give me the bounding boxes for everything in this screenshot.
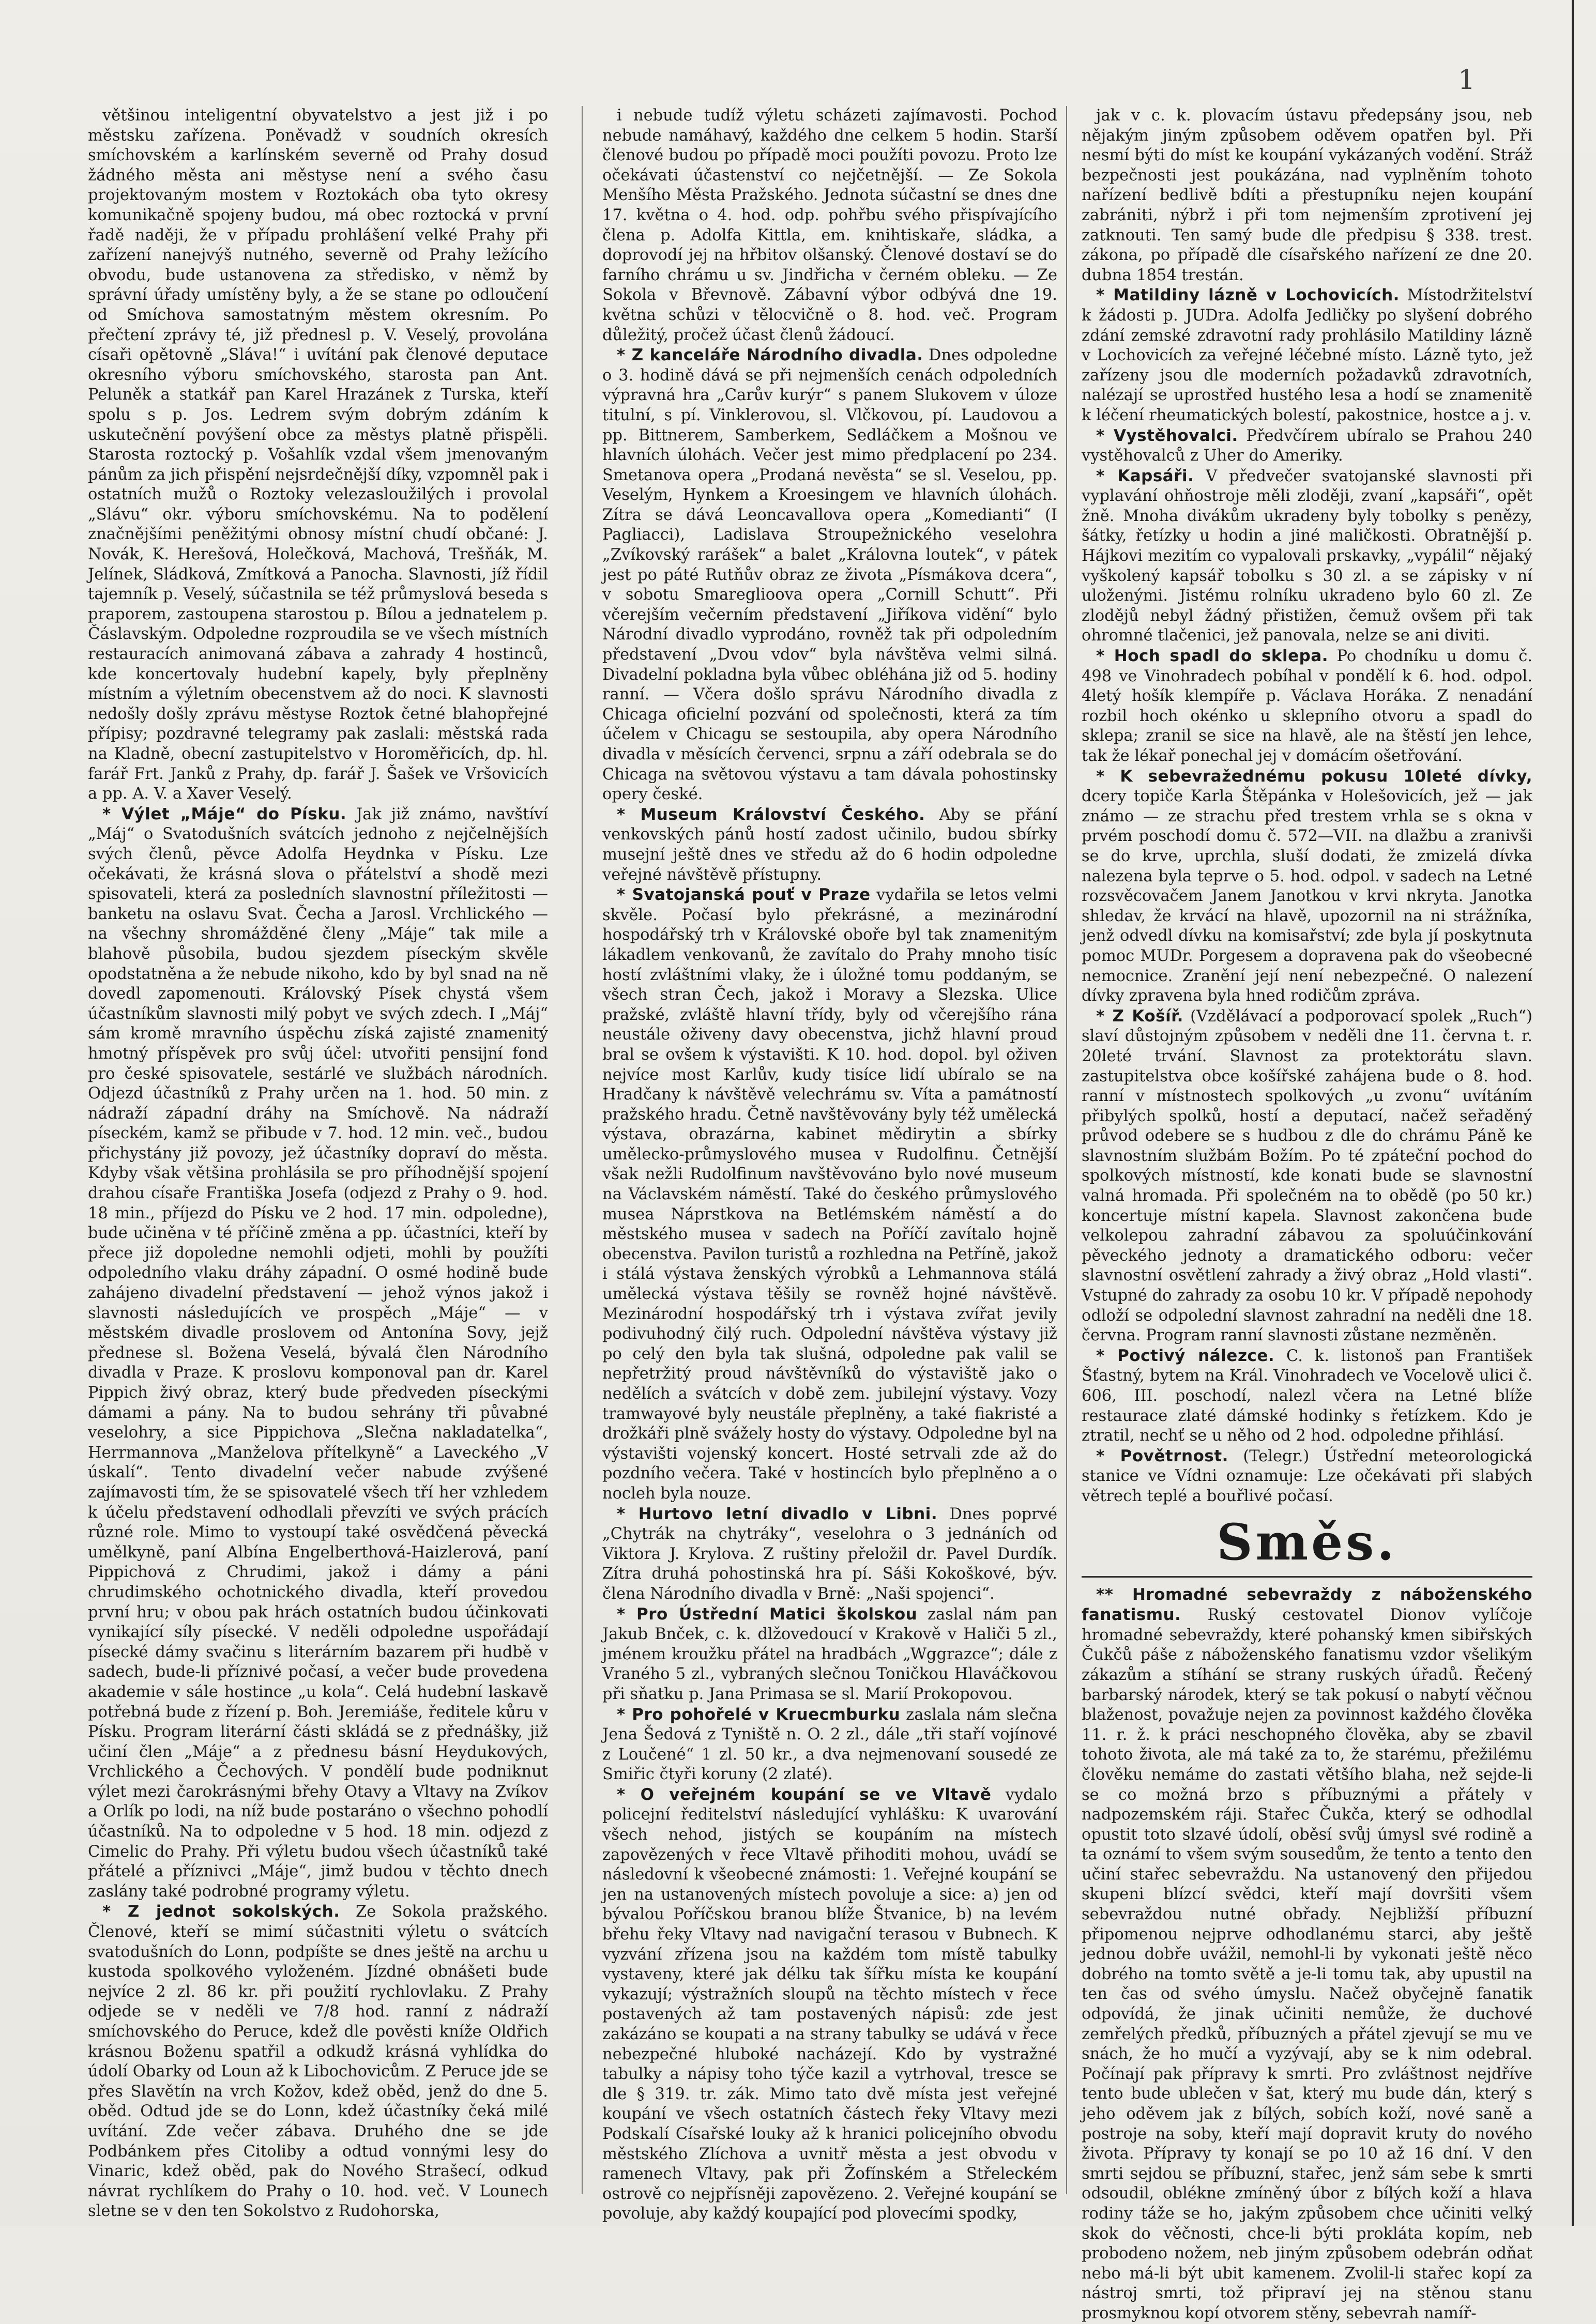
article-text: zaslal nám pan Jakub Bnček, c. k. dlžovedoucí v Krakově v Haliči 5 zl., jménem kroužku přátel na hradbách „Wggrazce“; dále z Vraného 5 zl., vybraných slečnou Toničkou Hlaváčkovou při sňatku p. Jana Primasa se sl. Marií Prokopovou. [602,1605,1057,1703]
article [602,345,1057,805]
column-1 [88,106,549,2221]
article-headline: * Hurtovo letní divadlo v Libni. [617,1504,938,1523]
column-3 [1082,106,1532,2322]
article [1082,1585,1532,2324]
page-mark: 1 [1458,65,1476,96]
article-headline: * Kapsáři. [1096,466,1194,485]
article [1082,466,1532,646]
article-text: zaslala nám slečna Jena Šedová z Tyniště n. O. 2 zl., dále „tři staří vojínové z Loučené“ 1 zl. 50 kr., a dva nejmenovaní sousedé ze Smiřic čtyři koruny (2 zlaté). [602,1705,1057,1784]
article-text: Po chodníku u domu č. 498 ve Vinohradech pobíhal v pondělí k 6. hod. odpol. 4letý hošík klempíře p. Václava Horáka. Z nenadání rozbil hoch okénko u sklepního otvoru a spadl do sklepa; zranil se sice na hlavě, ale na štěstí jen lehce, tak že lékař ponechal jej v domácím ošetřování. [1082,647,1532,765]
article-text: i nebude tudíž výletu scházeti zajímavosti. Pochod nebude namáhavý, každého dne celkem 5 hodin. Starší členové budou po případě moci použíti povozu. Proto lze očekávati účastenství co nejčetnější. — Ze Sokola Menšího Města Pražského. Jednota súčastní se dnes dne 17. května o 4. hod. odp. pohřbu svého přispívajícího člena p. Adolfa Kittla, em. knihtiskaře, sládka, a doprovodí jej na hřbitov olšanský. Členové dostaví se do farního chrámu u sv. Jindřicha v černém obleku. — Ze Sokola v Břevnově. Zábavní výbor odbývá dne 19. května schůzi v tělocvičně o 8. hod. več. Program důležitý, pročež účast členů žádoucí. [602,106,1057,344]
article [1082,1346,1532,1446]
article-text: jak v c. k. plovacím ústavu předepsány jsou, neb nějakým jiným způsobem oděvem opatřen byl. Při nesmí býti do míst ke koupání vykázaných vodění. Stráž bezpečnosti jest poukázána, nad vyplněním tohoto nařízení bedlivě bdíti a přestupníku nejen koupání zabrániti, nýbrž i při tom nejmenším zprotivení jej zatknouti. Ten samý bude dle předpisu § 338. trest. zákona, po případě dle císařského nařízení ze dne 20. dubna 1854 trestán. [1082,106,1532,284]
article [602,1785,1057,2224]
article-text: (Vzdělávací a podporovací spolek „Ruch“) slaví důstojným způsobem v neděli dne 11. června t. r. 20leté trvání. Slavnost za protektorátu slavn. zastupitelstva obce košířské zahájena bude o 8. hod. ranní v místnostech spolkových „u zvonu“ uvítáním přibylých spolků, hostí a deputací, načež seřaděný průvod odebere se s hudbou z dle do chrámu Páně ke slavnostním službám Božím. Po té zpáteční pochod do spolkových místností, kde konati bude se slavnostní valná hromada. Při společném na to obědě (po 50 kr.) koncertuje místní kapela. Slavnost zakončena bude velkolepou zahradní zábavou za spoluúčinkování pěveckého jednoty a dramatického odboru: večer slavnostní osvětlení zahrady a živý obraz „Hold vlasti“. Vstupné do zahrady za osobu 10 kr. V případě nepohody odloží se odpolední slavnost zahradní na neděli dne 18. června. Program ranní slavnosti zůstane nezměněn. [1082,1007,1532,1345]
article-headline: * Z kanceláře Národního divadla. [617,346,923,365]
article-headline: * K sebevražednému pokusu 10leté dívky, [1096,767,1532,786]
article [1082,1006,1532,1346]
article [602,1604,1057,1705]
article [88,106,548,804]
section-heading: Směs. [1217,1512,1397,1571]
article [1082,285,1532,425]
article-headline: * O veřejném koupání se ve Vltavě [617,1785,992,1804]
article-text: většinou inteligentní obyvatelstvo a jest již i po městsku zařízena. Poněvadž v soudních okresích smíchovském a karlínském severně od Prahy dosud žádného města ani městyse není a svého času projektovaným mostem v Roztokách oba tyto okresy komunikačně spojeny budou, má obec roztocká v první řadě naději, že v případu prohlášení velké Prahy při zařízení nanejvýš nutného, severně od Prahy ležícího obvodu, bude ustanovena za středisko, v němž by správní úřady umístěny byly, a že se stane po odloučení od Smíchova samostatným městem okresním. Po přečtení zprávy té, již přednesl p. V. Veselý, provolána císaři opětovně „Sláva!“ i uvítání pak členové deputace okresního výboru smíchovského, starosta pan Ant. Peluněk a statkář pan Karel Hrazánek z Turska, kteří spolu s p. Jos. Ledrem svým dobrým zdáním k uskutečnění povýšení obce za městys platně přispěli. Starosta roztocký p. Vošahlík vzdal všem jmenovaným pánům za jich přispění nejsrdečnější díky, vzpomněl pak i ostatních mužů o Roztoky velezasloužilých i provolal „Slávu“ okr. výboru smíchovskému. Na to podělení značnějšími peněžitými obnosy místní chudí občané: J. Novák, K. Herešová, Holečková, Machová, Trešňák, M. Jelínek, Sládková, Zmítková a Panocha. Slavnosti, jíž řídil tajemník p. Veselý, súčastnila se též průmyslová beseda s praporem, zastoupena starostou p. Bílou a jednatelem p. Čáslavským. Odpoledne rozproudila se ve všech místních restauracích animovaná zábava a zahrady 4 hostinců, kde koncertovaly hudební kapely, byly přeplněny místním a výletním obecenstvem až do noci. K slavnosti nedošly došly zprávu městyse Roztok četné blahopřejné přípisy; pozdravné telegramy pak zaslali: městská rada na Kladně, obecní zastupitelstvo v Horoměřicích, dp. hl. farář Frt. Janků z Prahy, dp. farář J. Šašek ve Vršovicích a pp. A. V. a Xaver Veselý. [88,106,548,803]
article [1082,426,1532,466]
article-text: dcery topiče Karla Štěpánka v Holešovicích, jež — jak známo — ze strachu před trestem vrhla se s okna v prvém poschodí domu č. 572—VII. na dlažbu a zranivši se do krve, uprchla, sluší dodati, že zmizelá dívka nalezena byla teprve o 5. hod. odpol. v sadech na Letné rozsvěcovačem Janem Janotkou v krvi nkryta. Janotka shledav, že krvácí na hlavě, upozornil na ni strážníka, jenž odvedl dívku na komisařství; zde byla jí poskytnuta pomoc MUDr. Porgesem a dopravena pak do všeobecné nemocnice. Zranění její není nebezpečné. O nalezení dívky zpravena byla hned rodičům zpráva. [1082,787,1532,1005]
article-headline: * Z jednot sokolských. [102,1902,340,1921]
page-edge-bar [1572,0,1574,2226]
column-rule [1066,106,1067,2194]
column-rule [582,106,583,2194]
article-headline: * Vystěhovalci. [1096,426,1238,445]
article [602,885,1057,1504]
article-headline: * Výlet „Máje“ do Písku. [102,804,347,823]
article-text: Aby se přání venkovských pánů hostí zadost učinilo, budou sbírky musejní ještě dnes ve středu až do 6 hodin odpoledne veřejné návštěvě přístupny. [602,805,1058,884]
article-text: Dnes odpoledne o 3. hodině dává se při nejmenších cenách odpoledních výpravná hra „Carův kurýr“ s panem Slukovem v úloze titulní, s pí. Vinklerovou, sl. Vlčkovou, pí. Laudovou a pp. Bittnerem, Samberkem, Sedláčkem a Mošnou ve hlavních úlohách. Večer jest mimo předplacení po 234. Smetanova opera „Prodaná nevěsta“ se sl. Veselou, pp. Veselým, Hynkem a Kroesingem ve hlavních úlohách. Zítra se dává Leoncavallova opera „Komedianti“ (I Pagliacci), Ladislava Stroupežnického veselohra „Zvíkovský rarášek“ a balet „Královna loutek“, v pátek jest po páté Rutňův obraz ze života „Písmákova dcera“, v sobotu Smareglioova opera „Cornill Schutt“. Při včerejším večerním představení „Jiříkova vidění“ bylo Národní divadlo vyprodáno, rovněž tak při odpoledním představení „Dvou vdov“ byla návštěva velmi silná. Divadelní pokladna byla vůbec obléhána již od 5. hodiny ranní. — Včera došlo správu Národního divadla z Chicaga oficielní pozvání od společnosti, která za tím účelem v Chicagu se sestoupila, aby opera Národního divadla v měsících červenci, srpnu a září odebrala se do Chicaga na světovou výstavu a tam dávala pohostinsky opery české. [602,346,1057,804]
article-headline: * Z Košíř. [1096,1006,1183,1026]
article-text: V předvečer svatojanské slavnosti při vyplavání ohňostroje měli zloději, zvaní „kapsáři“, opět žně. Mnoha divákům ukradeny byly tobolky s penězy, šátky, řetízky u hodin a jiné maličkosti. Obratnější p. Hájkovi mezitím co vypalovali prskavky, „vypálil“ nějaký vyškolený kapsář tobolku s 30 zl. a se zápisky v ní uloženými. Jistému rolníku ukradeno bylo 60 zl. Ze zlodějů nebyl žádný přistižen, čemuž ovšem při tak ohromné tlačenici, jež panovala, nelze se ani diviti. [1082,467,1532,645]
article [88,1902,548,2222]
article-text: vydalo policejní ředitelství následující vyhlášku: K uvarování všech nehod, jistých se koupáním na místech zapovězených v řece Vltavě přihoditi mohou, uvádí se následovní k všeobecné známosti: 1. Veřejné koupání se jen na ustanovených místech povoluje a sice: a) jen od bývalou Poříčskou branou blíže Štvanice, b) na levém břehu řeky Vltavy nad navigační terasou v Bubnech. K vyzvání zřízena jsou na každém tom místě tabulky vystaveny, které jak délku tak šířku místa ke koupání vykazují; výstražních sloupů na těchto místech v řece postavených až tam postavených nápisů: zde jest zakázáno se koupati a na strany tabulky se udává v řece nebezpečné hluboké nacházejí. Kdo by vystražné tabulky a nápisy toho týče kazil a vytrhoval, tresce se dle § 319. tr. zák. Mimo tato dvě místa jest veřejné koupání ve všech ostatních částech řeky Vltavy mezi Podskalí Císařské louky až k hranici policejního obvodu městského Zlíchova a uvnitř města a jest obvodu v ramenech Vltavy, pak při Žofínském a Střeleckém ostrově co nejpřísněji zapovězeno. 2. Veřejné koupání se povoluje, aby každý koupající pod plovecími spodky, [602,1785,1058,2223]
article-headline: * Povětrnost. [1096,1446,1228,1465]
article-headline: * Pro Ústřední Matici školskou [617,1604,918,1624]
article-text: (Telegr.) Ústřední meteorologická stanice ve Vídni oznamuje: Lze očekávati při slabých větrech teplé a bouřlivé počasí. [1082,1447,1532,1505]
article-headline: * Matildiny lázně v Lochovicích. [1096,286,1400,305]
article-headline: * Hoch spadl do sklepa. [1096,647,1329,666]
article [602,805,1057,885]
article [1082,767,1532,1006]
article-headline: * Poctivý nálezce. [1096,1346,1275,1365]
article [1082,1446,1532,1507]
article [602,1705,1057,1785]
article-text: Jak již známo, navštíví „Máj“ o Svatodušních svátcích jednoho z nejčelnějších svých členů, pěvce Adolfa Heydnka v Písku. Lze očekávati, že krásná slova o přátelství a shodě mezi spisovateli, která za posledních slavnostní příležitosti — banketu na oslavu Svat. Čecha a Jarosl. Vrchlického — na všechny shromážděné členy „Máje“ tak mile a blahově působila, budou sjezdem píseckým skvěle opodstatněna a že nebude nikoho, kdo by byl snad na ně dovedl zapomenouti. Královský Písek chystá všem účastníkům slavnosti milý pobyt ve svých zdech. I „Máj“ sám kromě mravního úspěchu získá zajisté znamenitý hmotný příspěvek pro svůj účel: utvořiti pensijní fond pro české spisovatele, sestárlé ve službách národních. Odjezd účastníků z Prahy určen na 1. hod. 50 min. z nádraží západní dráhy na Smíchově. Na nádraží píseckém, kamž se přibude v 7. hod. 12 min. več., budou přichystány již povozy, jež účastníky dopraví do města. Kdyby však většina prohlásila se pro příhodnější spojení drahou císaře Františka Josefa (odjezd z Prahy o 9. hod. 18 min., příjezd do Písku ve 2 hod. 17 min. odpoledne), bude učiněna v té příčině změna a pp. účastníci, kteří by přece již dopoledne nemohli odjeti, mohli by použíti odpoledního vlaku dráhy západní. O osmé hodině bude zahájeno divadelní představení — jehož výnos jakož i slavnosti následujících ve prospěch „Máje“ — v městském divadle proslovem od Antonína Sovy, jejž přednese sl. Božena Veselá, bývalá člen Národního divadla v Praze. K proslovu komponoval pan dr. Karel Pippich živý obraz, který bude předveden píseckými dámami a pány. Na to budou sehrány tři půvabné veselohry, a sice Pippichova „Slečna nakladatelka“, Herrmannova „Manželova přítelkyně“ a Laveckého „V úskalí“. Tento divadelní večer nabude zvýšené zajímavosti tím, že se spisovatelé všech tří her vzhledem k účelu představení odhodlali převzíti ve svých prácích různé role. Mimo to vystoupí také osvědčená pěvecká umělkyně, paní Albína Engelberthová-Haizlerová, paní Pippichová z Chrudimi, jakož i dámy a páni chrudimského ochotnického divadla, kteří provedou první hru; v obou pak hrách ostatních budou účinkovati vynikající síly písecké. V neděli odpoledne uspořádají písecké dámy svačinu s literárním bazarem při hudbě v sadech, bude-li příznivé počasí, a večer bude provedena akademie v sále hostince „u kola“. Celá hudební laskavě potřebná bude z řízení p. Boh. Jeremiáše, ředitele kůru v Písku. Program literární části skládá se z přednášky, již učiní člen „Máje“ a z přednesu básní Heydukových, Vrchlického a Čechových. V pondělí bude podniknut výlet mezi čarokrásnými břehy Otavy a Vltavy na Zvíkov a Orlík po lodi, na níž bude postaráno o všechno pohodlí účastníků. Na to odpoledne v 5 hod. 18 min. odjezd z Cimelic do Prahy. Při výletu budou všech účastníků také přátelé a příznivci „Máje“, jimž budou v těchto dnech zaslány také podrobné programy výletu. [88,805,549,1901]
article [1082,106,1532,285]
article-text: vydařila se letos velmi skvěle. Počasí bylo překrásné, a mezinárodní hospodářský trh v Královské oboře byl tak znamenitým lákadlem venkovanů, že zavítalo do Prahy mnoho tisíc hostí zvláštními vlaky, že i úložné tomu poddaným, se všech stran Čech, jakož i Moravy a Slezska. Ulice pražské, zvláště hlavní třídy, byly od včerejšího rána neustále oživeny davy obecenstva, jichž hlavní proud bral se ovšem k výstavišti. K 10. hod. dopol. byl oživen nejvíce most Karlův, kudy tisíce lidí ubíralo se na Hradčany k návštěvě velechrámu sv. Víta a památností pražského hradu. Četně navštěvovány byly též umělecká výstava, obrazárna, kabinet mědirytin a sbírky umělecko-průmyslového musea v Rudolfinu. Četnější však nežli Rudolfinum navštěvováno bylo nové museum na Václavském náměstí. Také do českého průmyslového musea Náprstkova na Betlémském náměstí a do městského musea v sadech na Poříčí zavítalo hojně obecenstva. Pavilon turistů a rozhledna na Petříně, jakož i stálá výstava ženských výrobků a Lehmannova stálá umělecká výstava těšily se rovněž hojné návštěvě. Mezinárodní hospodářský trh i výstava zvířat jevily podivuhodný čilý ruch. Odpolední návštěva výstavy již po celý den byla tak slušná, odpoledne pak valil se nepřetržitý proud návštěvníků do výstaviště jako o nedělích a svátcích v době zem. jubilejní výstavy. Vozy tramwayové byly neustále přeplněny, a také fiakristé a drožkáři plně svážely hosty do výstavy. Odpoledne byl na výstavišti vojenský koncert. Hosté setrvali zde až do pozdního večera. Také v hostincích bylo přeplněno a o nocleh byla nouze. [602,886,1057,1503]
article-headline: * Svatojanská pouť v Praze [617,885,871,905]
article [88,804,548,1902]
section-rule [1082,1576,1532,1578]
article-headline: * Museum Království Českého. [617,805,925,824]
column-2 [602,106,1058,2223]
article [1082,646,1532,767]
article-text: Ze Sokola pražského. Členové, kteří se mimí súčastniti výletu o svátcích svatodušních do Lonn, podpíšte se dnes ještě na archu u kustoda spolkového vyloženém. Jízdné obnášeti bude nejvíce 2 zl. 86 kr. při použití rychlovlaku. Z Prahy odjede se v neděli ve 7/8 hod. ranní z nádraží smíchovského do Peruce, kdež dle pověsti kníže Oldřich krásnou Boženu spatřil a odkudž krásná vyhlídka do údolí Obarky od Loun až k Libochovicům. Z Peruce jde se přes Slavětín na vrch Kožov, kdež oběd, jenž do dne 5. oběd. Odtud jde se do Lonn, kdež účastníky čeká milé uvítání. Zde večer zábava. Druhého dne se jde Podbánkem přes Citoliby a odtud vonnými lesy do Vinaric, kdež oběd, pak do Nového Strašecí, odkud návrat rychlíkem do Prahy o 10. hod. več. V Lounech sletne se v den ten Sokolstvo z Rudohorska, [88,1903,548,2221]
article-headline: ** Hromadné sebevraždy z náboženského fanatismu. [1082,1585,1532,1625]
article [602,1504,1057,1604]
article-text: Dnes poprvé „Chytrák na chytráky“, veselohra o 3 jednáních od Viktora J. Krylova. Z ruštiny přeložil dr. Pavel Durdík. Zítra druhá pohostinská hra pí. Sáši Kokoškové, býv. člena Národního divadla v Brně: „Naši spojenci“. [602,1505,1057,1603]
article [602,106,1057,345]
article-text: Předvčírem ubíralo se Prahou 240 vystěhovalců z Uher do Ameriky. [1082,426,1532,465]
article-text: Ruský cestovatel Dionov vylíčoje hromadné sebevraždy, které pohanský kmen sibiřských Čukčů páše z náboženského fanatismu vzdor všelikým zákazům a stíhání se strany ruských úřadů. Řečený barbarský národek, který se tak pokusí o nabytí věčnou blaženost, považuje nejen za povinnost každého člověka 11. r. ž. k práci neschopného člověka, aby se zbavil tohoto života, ale má také za to, že starému, přežilému člověku nemáme do zastati většího blaha, než sejde-li se co možná brzo s příbuznými a přátely v nadpozemském ráji. Stařec Čukča, který se odhodlal opustit toto slzavé údolí, oběsí svůj úmysl své rodině a ta oznámí to všem svým sousedům, že tento a tento den učiní stařec sebevraždu. Na ustanovený den přijedou skupeni blízcí svědci, kteří mají dovršiti všem sebevraždou nutné obřady. Nejbližší příbuzní připomenou nejprve odhodlanému starci, aby ještě jednou dobře uvážil, nemohl-li by vykonati ještě něco dobrého na tomto světě a je-li tomu tak, aby upustil na ten čas od svého úmyslu. Načež obyčejně fanatik odpovídá, že jinak učiniti nemůže, že duchové zemřelých předků, příbuzných a přátel zjevují se mu ve snách, že ho mučí a vyzývají, aby se k nim odebral. Počínají pak přípravy k smrti. Pro zvláštnost nejdříve tento bude ublečen v šat, který mu bude dán, který s jeho oděvem jak z bílých, sobích koží, nové saně a postroje na soby, kteří mají dopravit kruty do nového života. Přípravy ty konají se po 10 až 16 dní. V den smrti sejdou se příbuzní, stařec, jenž sám sebe k smrti odsoudil, oblékne zmíněný úbor z bílých koží a hlava rodiny táže se ho, jakým způsobem chce učiniti velký skok do věčnosti, chce-li býti prokláta kopím, neb probodeno nožem, neb jiným způsobem odebrán odňat nebo má-li být ubit kamenem. Zvolil-li stařec kopí za nástroj smrti, tož připraví jej na stěnou stanu prosmyknou kopí otvorem stěny, sebevrah namíř- [1082,1606,1532,2322]
article-headline: * Pro pohořelé v Kruecmburku [617,1705,901,1724]
article-text: C. k. listonoš pan František Šťastný, bytem na Král. Vinohradech ve Vocelově ulici č. 606, III. poschodí, nalezl včera na Letné blíže restaurace zlaté dámské hodinky s řetízkem. Kdo je ztratil, nechť se u něho od 2 hod. odpoledne přihlásí. [1082,1347,1532,1445]
article-text: Místodržitelství k žádosti p. JUDra. Adolfa Jedličky po slyšení dobrého zdání zemské zdravotní rady prohlásilo Matildiny lázně v Lochovicích za veřejné léčebné místo. Lázně tyto, jež zařízeny jsou dle moderních požadavků zdravotních, nalézají se uprostřed hustého lesa a hodí se znamenitě k léčení rheumatických bolestí, pakostnice, hostce a j. v. [1082,286,1532,424]
